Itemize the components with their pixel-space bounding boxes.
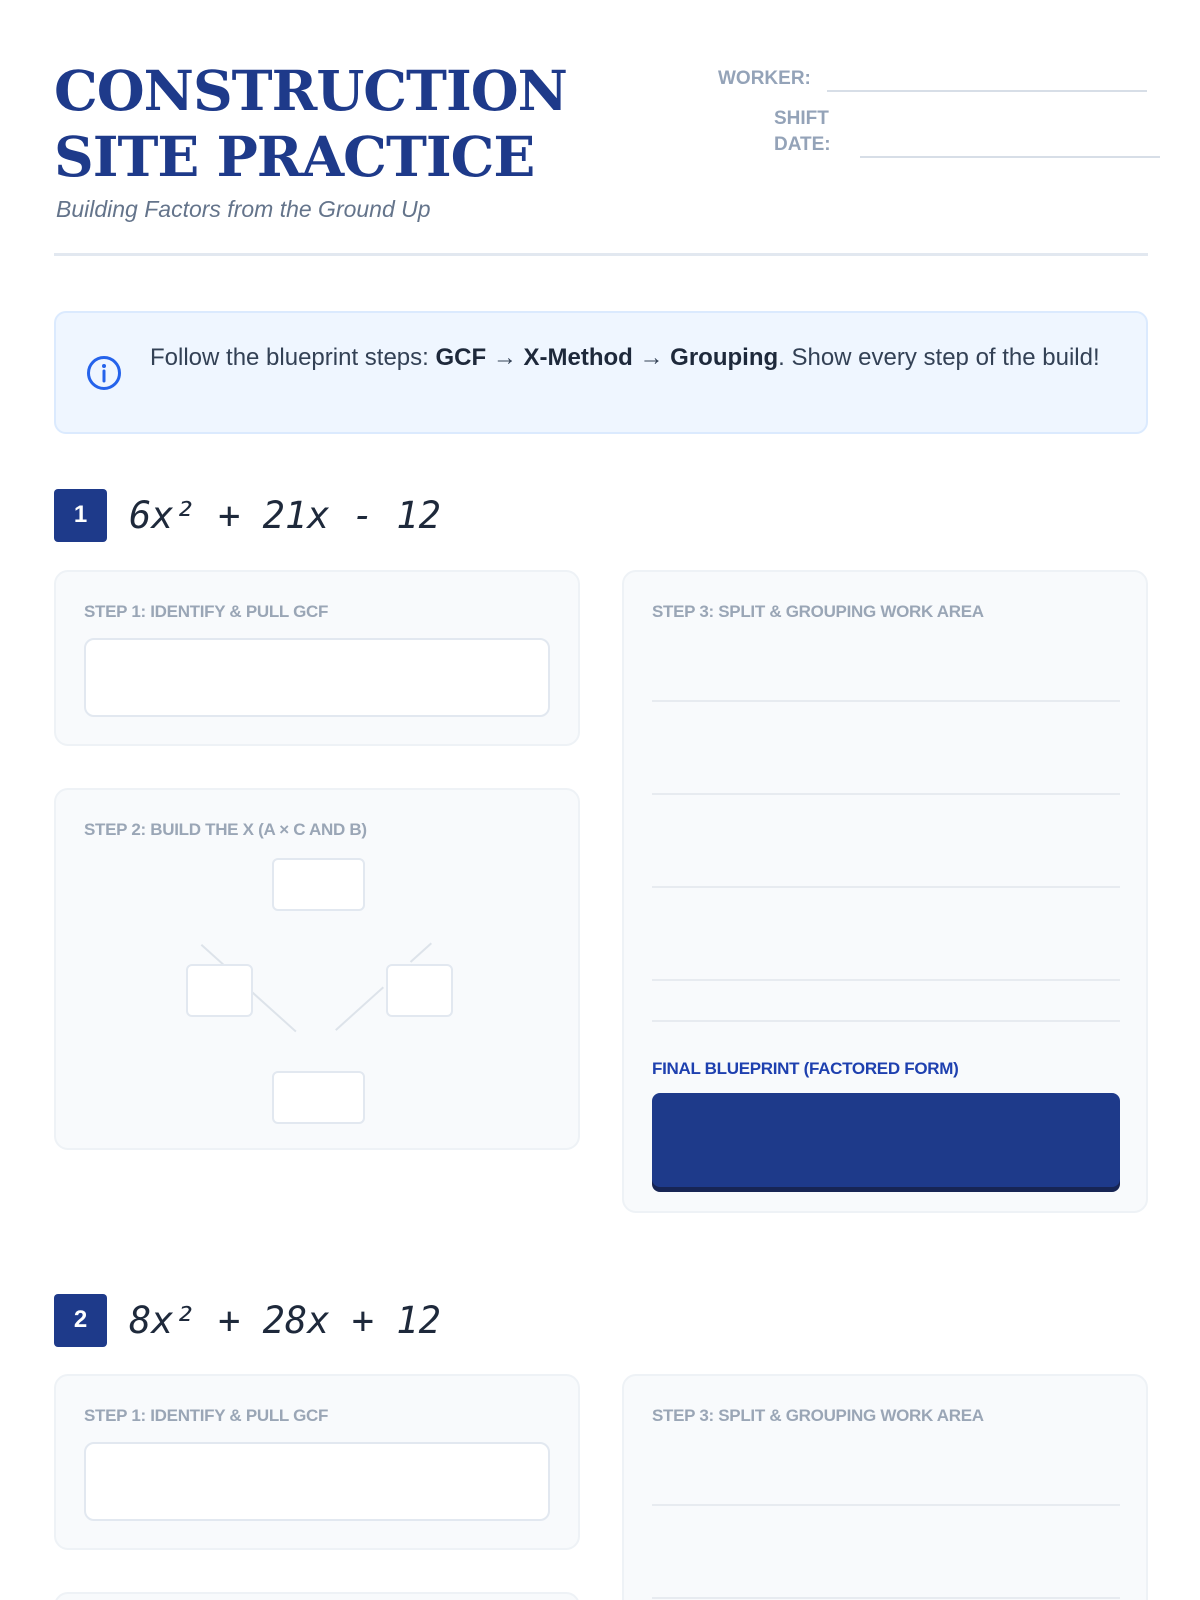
final-answer-label: FINAL BLUEPRINT (FACTORED FORM)	[652, 1059, 959, 1078]
instructions-lead: Follow the blueprint steps:	[150, 344, 436, 371]
instructions-arrow-1: →	[486, 344, 524, 371]
x-diagram-line	[335, 987, 384, 1031]
problem-expression: 8x² + 28x + 12	[129, 1298, 441, 1342]
work-line[interactable]	[652, 700, 1120, 702]
final-divider	[652, 1020, 1120, 1022]
info-icon	[86, 355, 122, 391]
step1-label: STEP 1: IDENTIFY & PULL GCF	[84, 1406, 329, 1425]
problem-header	[54, 488, 441, 542]
final-answer-box[interactable]	[652, 1093, 1120, 1187]
instructions-text	[150, 341, 1110, 374]
shift-date-input-line[interactable]	[860, 112, 1160, 158]
work-line[interactable]	[652, 1597, 1120, 1599]
worksheet-header	[54, 58, 1148, 222]
step3-label: STEP 3: SPLIT & GROUPING WORK AREA	[652, 1406, 984, 1425]
problem-1	[54, 488, 1148, 1212]
step2-label: STEP 2: BUILD THE X (A × C AND B)	[84, 820, 367, 839]
step3-grouping-card	[622, 1374, 1148, 1600]
work-line[interactable]	[652, 979, 1120, 981]
instructions-step-grouping: Grouping	[670, 344, 779, 371]
instructions-step-gcf: GCF	[435, 344, 487, 371]
worker-input-line[interactable]	[827, 60, 1147, 92]
instructions-tail: . Show every step of the build!	[778, 344, 1100, 371]
x-left-factor-box[interactable]	[186, 964, 253, 1017]
step3-grouping-card	[622, 570, 1148, 1213]
header-divider	[54, 253, 1148, 256]
work-line[interactable]	[652, 886, 1120, 888]
instructions-step-xmethod: X-Method	[523, 344, 633, 371]
instructions-arrow-2: →	[632, 344, 671, 371]
worker-label: WORKER:	[718, 68, 811, 89]
step2-x-method-card	[54, 788, 580, 1150]
problem-2	[54, 1293, 1148, 1600]
x-diagram-line	[248, 988, 297, 1032]
problem-number-badge: 2	[54, 1294, 107, 1347]
page-subtitle: Building Factors from the Ground Up	[56, 196, 431, 222]
step1-gcf-card	[54, 570, 580, 746]
x-diagram-line	[410, 943, 432, 963]
shift-date-field	[774, 106, 1160, 158]
problem-header	[54, 1293, 441, 1347]
gcf-answer-box[interactable]	[84, 1442, 550, 1521]
x-diagram-line	[201, 944, 225, 966]
shift-date-label: SHIFT DATE:	[774, 108, 831, 155]
step1-label: STEP 1: IDENTIFY & PULL GCF	[84, 602, 329, 621]
x-bottom-sum-box[interactable]	[272, 1071, 365, 1124]
work-line[interactable]	[652, 1504, 1120, 1506]
worker-field	[718, 60, 1147, 92]
step3-label: STEP 3: SPLIT & GROUPING WORK AREA	[652, 602, 984, 621]
x-top-product-box[interactable]	[272, 858, 365, 911]
instructions-banner	[54, 311, 1148, 434]
page-title: CONSTRUCTION SITE PRACTICE	[54, 58, 567, 189]
problem-number-badge: 1	[54, 489, 107, 542]
x-right-factor-box[interactable]	[386, 964, 453, 1017]
step1-gcf-card	[54, 1374, 580, 1550]
work-line[interactable]	[652, 793, 1120, 795]
problem-expression: 6x² + 21x - 12	[129, 493, 441, 537]
gcf-answer-box[interactable]	[84, 638, 550, 717]
step2-x-method-card	[54, 1592, 580, 1600]
